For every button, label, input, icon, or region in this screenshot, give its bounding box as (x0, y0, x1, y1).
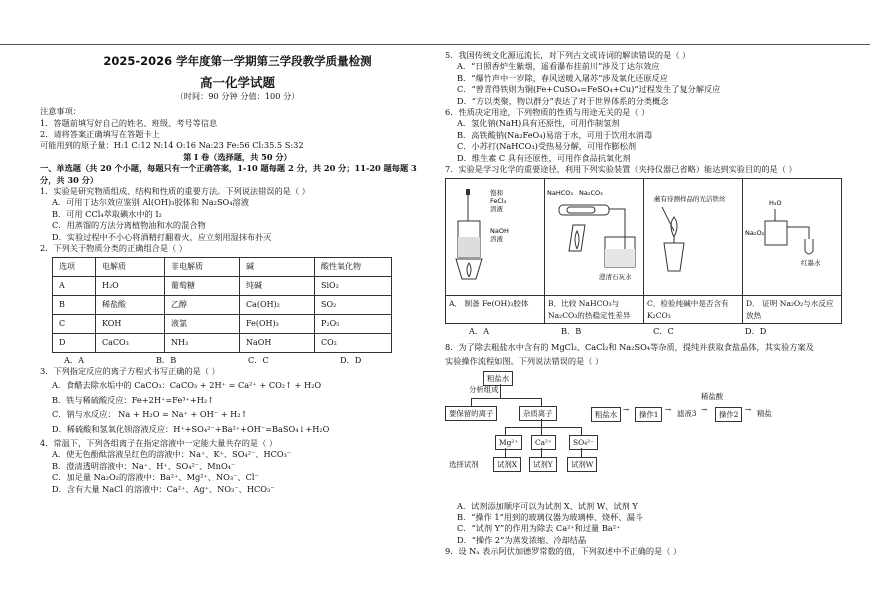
atomic-masses: 可能用到的原子量：H:1 C:12 N:14 O:16 Na:23 Fe:56 Cl:35.5 S:32 (40, 140, 304, 151)
flow-operation-1: 操作1 (635, 407, 662, 422)
table-row: A H₂O 葡萄糖 纯碱 SiO₂ (53, 276, 392, 295)
svg-text:H₂O: H₂O (769, 199, 782, 208)
q4-option: D．含有大量 NaCl 的溶液中：Ca²⁺、Ag⁺、NO₃⁻、HCO₃⁻ (52, 483, 275, 494)
svg-text:饱和: 饱和 (490, 189, 503, 198)
table-row: B 稀盐酸 乙醇 Ca(OH)₂ SO₂ (53, 295, 392, 314)
flow-crude-brine: 粗盐水 (483, 371, 513, 386)
q3-option: A．食醋去除水垢中的 CaCO₃：CaCO₃ + 2H⁺ = Ca²⁺ + CO₂↑ + H₂O (52, 380, 322, 391)
q5-option: D．“方以类聚，物以群分”表达了对于世界体系的分类概念 (457, 95, 669, 106)
apparatus-table (445, 178, 842, 324)
q4-stem: 4．常温下，下列各组离子在指定溶液中一定能大量共存的是（ ） (40, 437, 278, 448)
u-tube-diagram (743, 179, 841, 295)
flow-ion-mg: Mg²⁺ (495, 435, 522, 450)
flow-select: 选择试剂 (449, 459, 479, 469)
classification-table (52, 257, 392, 353)
caption-d: D． 证明 Na₂O₂与水反应放热 (743, 296, 842, 324)
choice-c: C．C (248, 354, 269, 365)
q9-stem: 9．设 Nₐ 表示阿伏加德罗常数的值，下列叙述中不正确的是（ ） (445, 546, 682, 557)
header-rule (0, 44, 870, 45)
q3-option: D．稀硫酸和氢氧化钡溶液反应：H⁺+SO₄²⁻+Ba²⁺+OH⁻=BaSO₄↓+H₂O (52, 423, 330, 434)
flow-reagent-y: 试剂Y (529, 457, 557, 472)
process-flowchart: 粗盐水 分析组成 要保留的离子 杂质离子 Mg²⁺ Ca²⁺ SO₄²⁻ 选择试剂 试剂X 试剂Y 试剂W 粗盐水 → 操作1 → 滤液3 → 稀盐酸 操作2 → 精盐 (445, 371, 845, 499)
apparatus-d (743, 179, 842, 296)
q3-option: B．铁与稀硫酸反应：Fe+2H⁺=Fe³⁺+H₂↑ (52, 394, 214, 405)
q4-option: B．澄清透明溶液中：Na⁺、H⁺、SO₄²⁻、MnO₄⁻ (52, 460, 236, 471)
q7-stem: 7．实验是学习化学的重要途径，利用下列实验装置（夹持仪器已省略）能达到实验目的的是（ ） (445, 164, 797, 175)
q2-stem: 2．下列关于物质分类的正确组合是（ ） (40, 243, 187, 254)
flow-hydrochloric-acid: 稀盐酸 (701, 391, 724, 401)
notes-heading: 注意事项： (40, 106, 81, 117)
section-title: 第 I 卷（选择题，共 50 分） (183, 151, 292, 162)
table-row: C KOH 液氯 Fe(OH)₃ P₂O₅ (53, 314, 392, 333)
choice-d: D．D (340, 354, 362, 365)
q6-stem: 6．性质决定用途，下列物质的性质与用途无关的是（ ） (445, 107, 650, 118)
q4-option: C．加足量 Na₂O₂的溶液中：Ba²⁺、Mg²⁺、NO₃⁻、Cl⁻ (52, 472, 259, 483)
flow-keep-ions: 要保留的离子 (445, 406, 497, 421)
flow-brine-start: 粗盐水 (591, 407, 621, 422)
q1-option: D．实验过程中不小心将酒精打翻着火，应立刻用湿抹布扑灭 (52, 231, 272, 242)
choice-c: C．C (653, 326, 674, 337)
caption-b: B．比较 NaHCO₃与 Na₂CO₃的热稳定性差异 (545, 296, 644, 324)
choice-a: A．A (469, 326, 490, 337)
left-column (40, 50, 435, 495)
choice-b: B．B (561, 326, 582, 337)
svg-text:FeCl₃: FeCl₃ (490, 197, 507, 206)
apparatus-a (446, 179, 545, 296)
flame-test-diagram (644, 179, 742, 295)
svg-text:红墨水: 红墨水 (801, 259, 821, 268)
q6-option: B．高铁酸钠(Na₂FeO₄)易溶于水，可用于饮用水消毒 (457, 129, 653, 140)
flow-operation-2: 操作2 (715, 407, 742, 422)
svg-text:蘸有待测样品的光洁铁丝: 蘸有待测样品的光洁铁丝 (654, 195, 726, 204)
q1-option: B．可用 CCl₄萃取碘水中的 I₂ (52, 208, 162, 219)
q8-option: A．试剂添加顺序可以为试剂 X、试剂 W、试剂 Y (457, 500, 638, 511)
note-item: 2．请将答案正确填写在答题卡上 (40, 129, 160, 140)
q5-stem: 5．我国传统文化源远流长，对下列古文或诗词的解读错误的是（ ） (445, 50, 691, 60)
flow-ion-ca: Ca²⁺ (531, 435, 556, 450)
table-row: 选项 电解质 非电解质 碱 酸性氧化物 (53, 257, 392, 276)
q5-option: A．“日照香炉生紫烟，遥看瀑布挂前川”涉及丁达尔效应 (457, 61, 660, 72)
q8-stem-cont: 实验操作流程如图。下列说法错误的是（ ） (445, 356, 604, 367)
note-item: 1．答题前填写好自己的姓名、班级、考号等信息 (40, 117, 218, 128)
caption-c: C．检验纯碱中是否含有 K₂CO₃ (644, 296, 743, 324)
svg-text:澄清石灰水: 澄清石灰水 (599, 273, 632, 282)
exam-title: 2025-2026 学年度第一学期第三学段教学质量检测 (103, 54, 372, 68)
q3-option: C．钠与水反应： Na + H₂O = Na⁺ + OH⁻ + H₂↑ (52, 409, 248, 420)
q6-option: D．维生素 C 具有还原性，可用作食品抗氧化剂 (457, 152, 631, 163)
caption-a: A． 制备 Fe(OH)₃胶体 (446, 296, 545, 324)
q1-option: A．可用丁达尔效应鉴别 Al(OH)₃胶体和 Na₂SO₄溶液 (52, 197, 249, 208)
exam-subject: 高一化学试题 (199, 75, 275, 91)
flow-impurity-ions: 杂质离子 (519, 406, 557, 421)
q8-option: D．“操作 2”为蒸发浓缩、冷却结晶 (457, 534, 587, 545)
q3-stem: 3．下列指定反应的离子方程式书写正确的是（ ） (40, 365, 220, 376)
q8-option: C．“试剂 Y”的作用为除去 Ca²⁺和过量 Ba²⁺ (457, 523, 621, 534)
choice-b: B．B (156, 354, 177, 365)
q5-option: B．“爆竹声中一岁除，春风送暖入屠苏”涉及氧化还原反应 (457, 72, 668, 83)
flow-ion-so4: SO₄²⁻ (569, 435, 598, 450)
q2-choices (40, 355, 435, 366)
svg-text:Na₂CO₃: Na₂CO₃ (579, 189, 603, 198)
choice-a: A．A (64, 354, 85, 365)
svg-text:溶液: 溶液 (490, 235, 503, 244)
section-instruction: 一、单选题（共 20 个小题，每题只有一个正确答案，1-10 题每题 2 分，共 20 分；11-20 题每题 3 分，共 30 分） (40, 163, 417, 185)
flow-reagent-x: 试剂X (493, 457, 521, 472)
flow-filtrate: 滤液3 (677, 408, 697, 418)
choice-d: D．D (745, 326, 767, 337)
flask-diagram (446, 179, 544, 295)
q5-option: C．“曾青得铁则为铜(Fe+CuSO₄=FeSO₄+Cu)”过程发生了复分解反应 (457, 84, 721, 95)
svg-text:NaOH: NaOH (490, 227, 509, 236)
apparatus-c (644, 179, 743, 296)
right-column (445, 50, 845, 558)
flow-reagent-w: 试剂W (567, 457, 597, 472)
q7-choices (445, 326, 845, 337)
q1-stem: 1．实验是研究物质组成、结构和性质的重要方法。下列说法错误的是（ ） (40, 186, 310, 197)
flow-refined-salt: 精盐 (757, 408, 772, 418)
q8-option: B．“操作 1”用到的玻璃仪器为玻璃棒、烧杯、漏斗 (457, 511, 643, 522)
svg-text:Na₂O₂: Na₂O₂ (745, 229, 765, 238)
exam-meta: （时间：90 分钟 分值：100 分） (175, 90, 300, 101)
q1-option: C．用蒸馏的方法分离植物油和水的混合物 (52, 220, 206, 231)
q6-option: A．氢化钠(NaH)具有还原性，可用作制氢剂 (457, 118, 620, 129)
svg-text:溶液: 溶液 (490, 205, 503, 214)
apparatus-b (545, 179, 644, 296)
svg-text:NaHCO₃: NaHCO₃ (547, 189, 573, 198)
q6-option: C．小苏打(NaHCO₃)受热易分解，可用作膨松剂 (457, 141, 637, 152)
table-row: D CaCO₃ NH₃ NaOH CO₂ (53, 333, 392, 352)
q8-stem: 8．为了除去粗盐水中含有的 MgCl₂、CaCl₂和 Na₂SO₄等杂质，提纯并获取食盐晶体，其实验方案及 (445, 341, 814, 352)
flow-analyze: 分析组成 (469, 384, 499, 394)
heating-tubes-diagram (545, 179, 643, 295)
q4-option: A．使无色酚酞溶液呈红色的溶液中：Na⁺、K⁺、SO₄²⁻、HCO₃⁻ (52, 449, 292, 460)
